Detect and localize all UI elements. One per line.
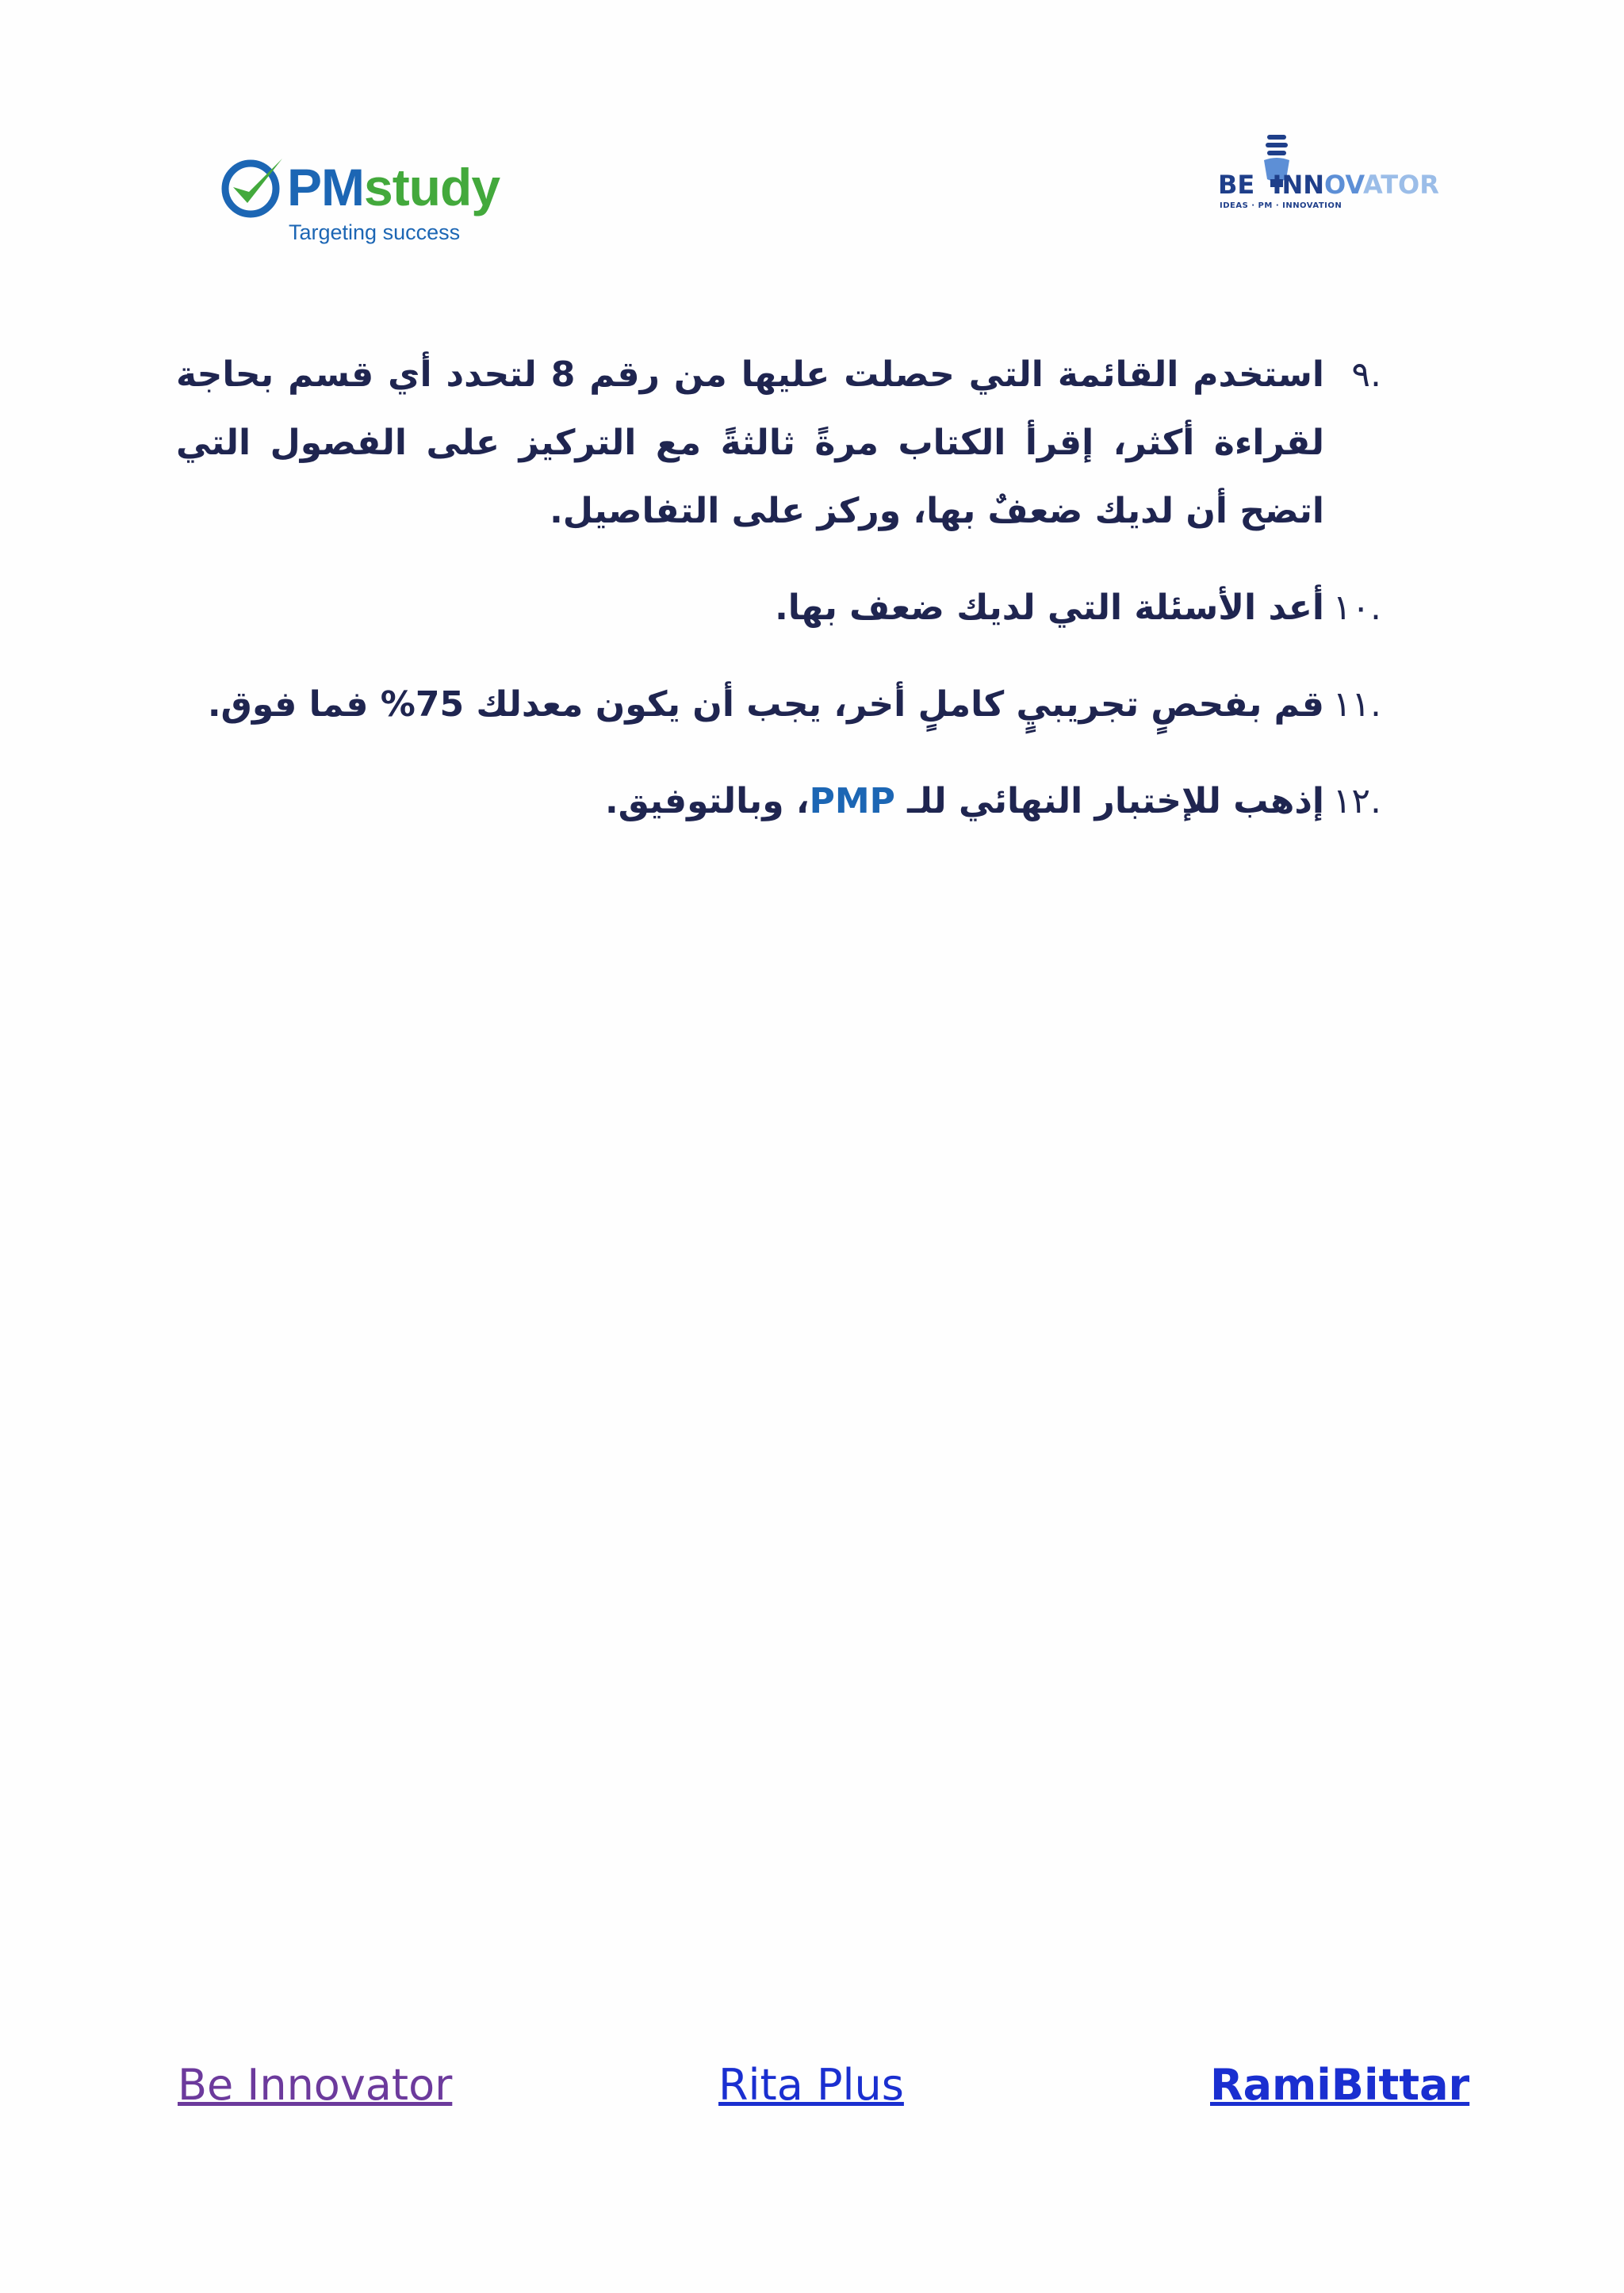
list-item	[176, 574, 1381, 642]
item-number: .١٢	[1332, 781, 1381, 821]
item-text-after: ، وبالتوفيق.	[604, 781, 810, 821]
pmstudy-brand: PMstudy	[287, 158, 500, 216]
pmstudy-logo	[219, 147, 520, 251]
be-innovator-link[interactable]: Be Innovator	[178, 2060, 453, 2110]
be-innovator-subtext: IDEAS · PM · INNOVATION	[1220, 201, 1342, 210]
item-number: .١١	[1332, 684, 1381, 725]
instruction-list	[176, 341, 1381, 864]
list-item	[176, 671, 1381, 739]
pmp-highlight: PMP	[809, 781, 895, 821]
rami-bittar-link[interactable]: RamiBittar	[1210, 2060, 1470, 2110]
list-item	[176, 768, 1381, 836]
be-innovator-wordmark: BE INNOVATOR	[1218, 170, 1439, 200]
item-text-before: إذهب للإختبار النهائي للـ	[894, 781, 1324, 821]
list-item	[176, 341, 1381, 545]
item-text: قم بفحصٍ تجريبيٍ كاملٍ أخر، يجب أن يكون معدلك 75% فما فوق.	[207, 684, 1324, 725]
item-text	[176, 768, 1324, 836]
be-innovator-logo	[1218, 132, 1445, 219]
footer-links	[0, 2060, 1624, 2123]
checkmark-circle-icon	[219, 154, 285, 220]
pmstudy-tagline: Targeting success	[289, 220, 461, 244]
rita-plus-link[interactable]: Rita Plus	[718, 2060, 904, 2110]
item-text: استخدم القائمة التي حصلت عليها من رقم 8 لتحدد أي قسم بحاجة لقراءة أكثر، إقرأ الكتاب مرةً ثالثةً مع التركيز على الفصول التي اتضح أن لديك ضعفٌ بها، وركز على التفاصيل.	[176, 354, 1324, 531]
item-text: أعد الأسئلة التي لديك ضعف بها.	[775, 588, 1324, 628]
item-number: .٩	[1351, 354, 1381, 395]
item-number: .١٠	[1332, 588, 1381, 628]
